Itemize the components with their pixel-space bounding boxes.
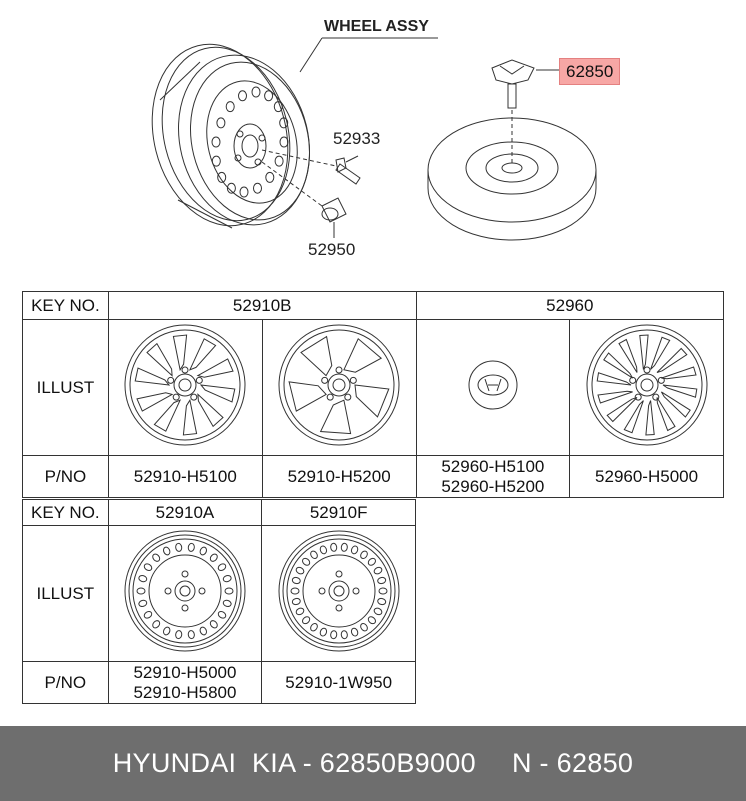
- valve-stem-drawing: [262, 150, 360, 184]
- pn-52910-h5000-h5800: [108, 662, 262, 704]
- pno-header-2: P/NO: [23, 662, 109, 704]
- pno-row-2: [23, 662, 416, 704]
- key-no-row: [23, 292, 724, 320]
- illust-steel-wheel-1: [108, 526, 262, 662]
- pn-52910-1w950: 52910-1W950: [262, 662, 416, 704]
- exploded-diagram: [0, 0, 746, 280]
- pn-52910-h5800: 52910-H5800: [133, 682, 237, 702]
- pn-52960-h5100-h5200: [416, 456, 570, 498]
- illust-alloy-wheel-2: [262, 320, 416, 456]
- key-no-row-2: [23, 500, 416, 526]
- pn-52910-h5200: 52910-H5200: [262, 456, 416, 498]
- pno-header: P/NO: [23, 456, 109, 498]
- part-label-62850-highlighted: 62850: [559, 58, 620, 85]
- key-no-52910b: 52910B: [108, 292, 416, 320]
- key-no-52910f: 52910F: [262, 500, 416, 526]
- pn-52960-h5200: 52960-H5200: [441, 476, 545, 496]
- illust-row-2: [23, 526, 416, 662]
- key-no-header-2: KEY NO.: [23, 500, 109, 526]
- pno-row: [23, 456, 724, 498]
- wheel-assy-label: WHEEL ASSY: [324, 18, 429, 35]
- footer-bar: [0, 726, 746, 801]
- key-no-52960: 52960: [416, 292, 723, 320]
- footer-reference: N - 62850: [511, 748, 634, 778]
- illust-steel-wheel-2: [262, 526, 416, 662]
- key-no-header: KEY NO.: [23, 292, 109, 320]
- wheel-assy-leader: [300, 38, 322, 72]
- steel-wheel-drawing: [134, 30, 327, 240]
- illust-alloy-wheel-3: [570, 320, 724, 456]
- illust-header: ILLUST: [23, 320, 109, 456]
- illust-header-2: ILLUST: [23, 526, 109, 662]
- part-label-52950: 52950: [308, 240, 356, 259]
- pn-52910-h5000: 52910-H5000: [133, 662, 237, 682]
- tire-clamp-bolt-drawing: [492, 60, 560, 108]
- footer-brand-part-number: HYUNDAI KIA - 62850B9000: [112, 748, 476, 778]
- parts-table-52910b-52960: [22, 291, 724, 498]
- pn-52960-h5000: 52960-H5000: [570, 456, 724, 498]
- key-no-52910a: 52910A: [108, 500, 262, 526]
- parts-table-52910a-52910f: [22, 499, 416, 704]
- pn-52910-h5100: 52910-H5100: [108, 456, 262, 498]
- spare-tire-drawing: [428, 110, 596, 240]
- part-label-52933: 52933: [333, 129, 381, 148]
- illust-hub-cap: [416, 320, 570, 456]
- pn-52960-h5100: 52960-H5100: [441, 456, 545, 476]
- illust-alloy-wheel-1: [108, 320, 262, 456]
- illust-row: [23, 320, 724, 456]
- hyundai-logo-cap-icon: [463, 355, 523, 415]
